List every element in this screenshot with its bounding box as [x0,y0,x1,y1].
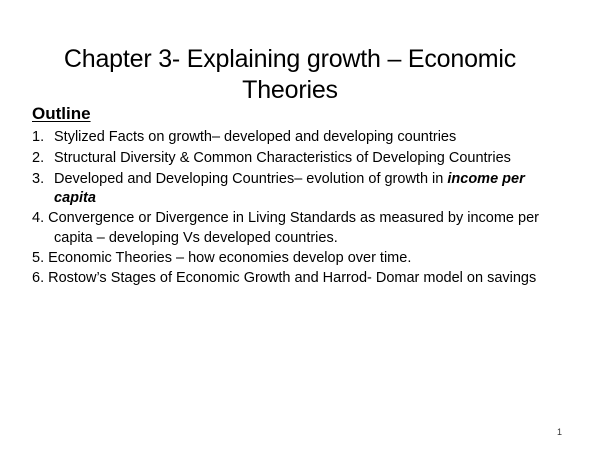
outline-item-text: Convergence or Divergence in Living Standards as measured by income per [48,210,539,226]
outline-item-2 [32,148,511,168]
outline-item-number: 1. [32,129,45,145]
outline-item-emphasis: capita [54,190,96,206]
outline-item-text: Stylized Facts on growth– developed and developing countries [54,129,457,145]
outline-item-number: 4. [32,210,45,226]
outline-item-3 [32,169,525,189]
outline-item-text: Economic Theories – how economies develop over time. [48,250,412,266]
page-number: 1 [557,427,563,437]
outline-item-text: Rostow’s Stages of Economic Growth and Harrod- Domar model on savings [48,270,537,286]
slide-title [40,44,540,106]
slide-title-line1: Chapter 3- Explaining growth – Economic [63,45,517,73]
outline-item-5 [32,248,411,268]
outline-item-number: 6. [32,270,45,286]
outline-item-4 [32,208,539,228]
outline-item-text: capita – developing Vs developed countries. [54,230,338,246]
outline-item-3-continuation [54,188,96,208]
slide-title-line2: Theories [242,76,338,104]
outline-item-text: Structural Diversity & Common Characteristics of Developing Countries [54,150,511,166]
outline-item-text: Developed and Developing Countries– evolution of growth in [54,171,448,187]
outline-heading: Outline [32,104,91,123]
outline-item-6 [32,268,536,288]
outline-item-emphasis: income per [447,171,525,187]
outline-item-number: 2. [32,150,45,166]
outline-item-number: 3. [32,171,45,187]
outline-item-number: 5. [32,250,45,266]
outline-item-1 [32,127,456,147]
outline-item-4-continuation [54,228,338,248]
